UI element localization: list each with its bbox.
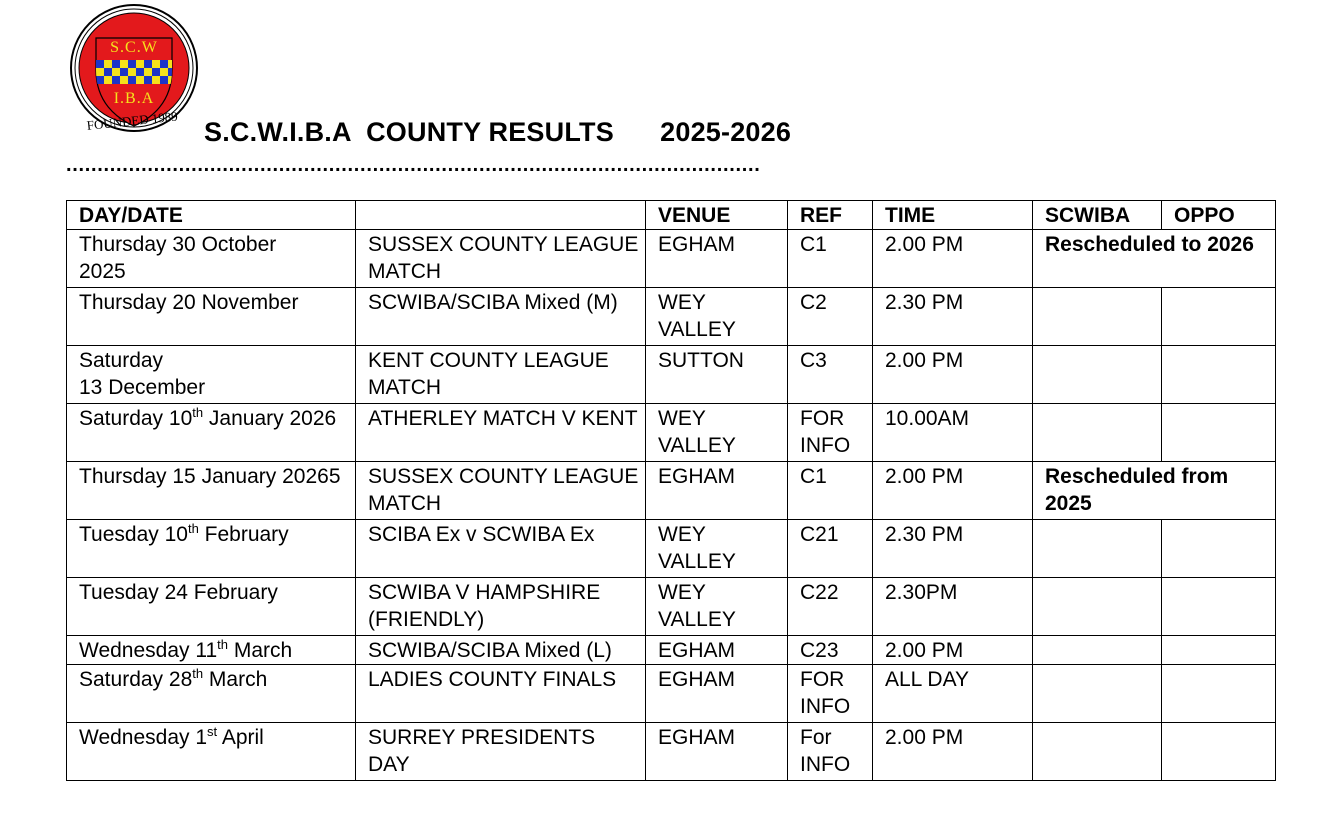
cell-venue: EGHAM [646, 665, 788, 723]
day-text: Saturday 28 [79, 668, 193, 691]
logo-check-square [136, 68, 144, 76]
cell-oppo-score [1162, 520, 1276, 578]
cell-event: LADIES COUNTY FINALS [356, 665, 646, 723]
cell-scwiba-score [1033, 520, 1162, 578]
logo-check-square [152, 60, 160, 68]
logo-check-square [96, 60, 104, 68]
table-row [67, 636, 1276, 665]
logo-check-square [104, 68, 112, 76]
cell-event: ATHERLEY MATCH V KENT [356, 404, 646, 462]
cell-venue: EGHAM [646, 462, 788, 520]
cell-event: SCIBA Ex v SCWIBA Ex [356, 520, 646, 578]
cell-ref: FOR INFO [788, 404, 873, 462]
cell-event: SCWIBA/SCIBA Mixed (M) [356, 288, 646, 346]
cell-day-date [67, 230, 356, 288]
day-ordinal-suffix: th [217, 637, 228, 652]
cell-day-date [67, 520, 356, 578]
logo-check-square [160, 76, 168, 84]
cell-venue: EGHAM [646, 636, 788, 665]
day-text-rest: March [203, 668, 268, 691]
results-table [66, 200, 1276, 781]
cell-ref: C22 [788, 578, 873, 636]
day-text-rest: April [217, 726, 264, 749]
cell-oppo-score [1162, 578, 1276, 636]
cell-result-note: Rescheduled from 2025 [1033, 462, 1276, 520]
logo-check-square [128, 60, 136, 68]
cell-scwiba-score [1033, 723, 1162, 781]
header-oppo: OPPO [1162, 201, 1276, 230]
cell-ref: C23 [788, 636, 873, 665]
header-scwiba: SCWIBA [1033, 201, 1162, 230]
table-row [67, 404, 1276, 462]
day-text-rest: January 2026 [203, 407, 337, 430]
table-row [67, 230, 1276, 288]
cell-event: KENT COUNTY LEAGUE MATCH [356, 346, 646, 404]
logo-check-square [144, 60, 152, 68]
logo-founded-text: FOUNDED 1989 [86, 108, 179, 133]
logo-check-square [160, 60, 168, 68]
logo-check-square [96, 68, 104, 76]
logo-check-square [136, 76, 144, 84]
logo-bottom-text: I.B.A [113, 90, 155, 107]
cell-time: ALL DAY [873, 665, 1033, 723]
logo-check-square [120, 76, 128, 84]
cell-time: 2.30 PM [873, 520, 1033, 578]
day-text: Saturday 13 December [79, 349, 206, 399]
logo-check-square [152, 68, 160, 76]
cell-time: 2.30PM [873, 578, 1033, 636]
logo-check-square [104, 76, 112, 84]
logo-check-square [128, 68, 136, 76]
logo-check-square [136, 60, 144, 68]
cell-ref: FOR INFO [788, 665, 873, 723]
cell-oppo-score [1162, 636, 1276, 665]
cell-day-date [67, 346, 356, 404]
table-row [67, 520, 1276, 578]
cell-day-date [67, 665, 356, 723]
day-text: Wednesday 1 [79, 726, 208, 749]
cell-scwiba-score [1033, 288, 1162, 346]
logo-check-square [120, 68, 128, 76]
day-text: Wednesday 11 [79, 639, 218, 662]
logo-check-square [160, 68, 168, 76]
day-ordinal-suffix: st [207, 724, 218, 739]
day-ordinal-suffix: th [187, 521, 199, 536]
cell-result-note: Rescheduled to 2026 [1033, 230, 1276, 288]
day-text-rest: February [198, 523, 289, 546]
cell-time: 2.30 PM [873, 288, 1033, 346]
logo-check-square [112, 68, 120, 76]
cell-time: 2.00 PM [873, 346, 1033, 404]
day-text: Thursday 15 January 20265 [79, 465, 341, 488]
day-ordinal-suffix: th [192, 666, 204, 681]
cell-ref: C1 [788, 230, 873, 288]
logo-check-square [120, 60, 128, 68]
cell-event: SUSSEX COUNTY LEAGUE MATCH [356, 230, 646, 288]
cell-time: 2.00 PM [873, 230, 1033, 288]
cell-time: 10.00AM [873, 404, 1033, 462]
logo-check-square [112, 60, 120, 68]
cell-oppo-score [1162, 665, 1276, 723]
day-ordinal-suffix: th [192, 405, 204, 420]
cell-time: 2.00 PM [873, 636, 1033, 665]
cell-oppo-score [1162, 346, 1276, 404]
cell-day-date [67, 288, 356, 346]
logo-check-square [104, 60, 112, 68]
cell-venue: WEY VALLEY [646, 578, 788, 636]
dotted-divider: ............................................................................................................... [66, 155, 761, 175]
logo-check-square [112, 76, 120, 84]
cell-day-date [67, 636, 356, 665]
logo-check-square [144, 68, 152, 76]
cell-event: SURREY PRESIDENTS DAY [356, 723, 646, 781]
cell-event: SCWIBA/SCIBA Mixed (L) [356, 636, 646, 665]
cell-ref: C2 [788, 288, 873, 346]
header-time: TIME [873, 201, 1033, 230]
cell-event: SUSSEX COUNTY LEAGUE MATCH [356, 462, 646, 520]
cell-oppo-score [1162, 723, 1276, 781]
day-text: Thursday 30 October 2025 [79, 233, 277, 283]
header-event [356, 201, 646, 230]
table-row [67, 346, 1276, 404]
cell-venue: SUTTON [646, 346, 788, 404]
cell-venue: WEY VALLEY [646, 288, 788, 346]
cell-venue: WEY VALLEY [646, 520, 788, 578]
cell-ref: C21 [788, 520, 873, 578]
day-text: Saturday 10 [79, 407, 193, 430]
cell-time: 2.00 PM [873, 462, 1033, 520]
cell-event: SCWIBA V HAMPSHIRE (FRIENDLY) [356, 578, 646, 636]
table-row [67, 578, 1276, 636]
day-text: Tuesday 24 February [79, 581, 278, 604]
header-ref: REF [788, 201, 873, 230]
cell-day-date [67, 723, 356, 781]
cell-day-date [67, 462, 356, 520]
cell-scwiba-score [1033, 346, 1162, 404]
table-row [67, 723, 1276, 781]
header-day-date: DAY/DATE [67, 201, 356, 230]
cell-scwiba-score [1033, 665, 1162, 723]
logo-check-square [128, 76, 136, 84]
cell-day-date [67, 404, 356, 462]
cell-venue: WEY VALLEY [646, 404, 788, 462]
logo-check-square [144, 76, 152, 84]
cell-venue: EGHAM [646, 723, 788, 781]
logo-check-square [152, 76, 160, 84]
cell-scwiba-score [1033, 404, 1162, 462]
cell-scwiba-score [1033, 636, 1162, 665]
day-text: Tuesday 10 [79, 523, 188, 546]
cell-oppo-score [1162, 404, 1276, 462]
table-row [67, 288, 1276, 346]
table-header-row [67, 201, 1276, 230]
table-row [67, 665, 1276, 723]
logo-check-square [96, 76, 104, 84]
table-row [67, 462, 1276, 520]
day-text-rest: March [228, 639, 293, 662]
page-title: S.C.W.I.B.A COUNTY RESULTS 2025-2026 [204, 117, 792, 147]
day-text: Thursday 20 November [79, 291, 299, 314]
cell-day-date [67, 578, 356, 636]
logo-top-text: S.C.W [110, 39, 158, 56]
cell-ref: For INFO [788, 723, 873, 781]
cell-venue: EGHAM [646, 230, 788, 288]
cell-oppo-score [1162, 288, 1276, 346]
cell-ref: C3 [788, 346, 873, 404]
cell-ref: C1 [788, 462, 873, 520]
cell-time: 2.00 PM [873, 723, 1033, 781]
header-venue: VENUE [646, 201, 788, 230]
cell-scwiba-score [1033, 578, 1162, 636]
